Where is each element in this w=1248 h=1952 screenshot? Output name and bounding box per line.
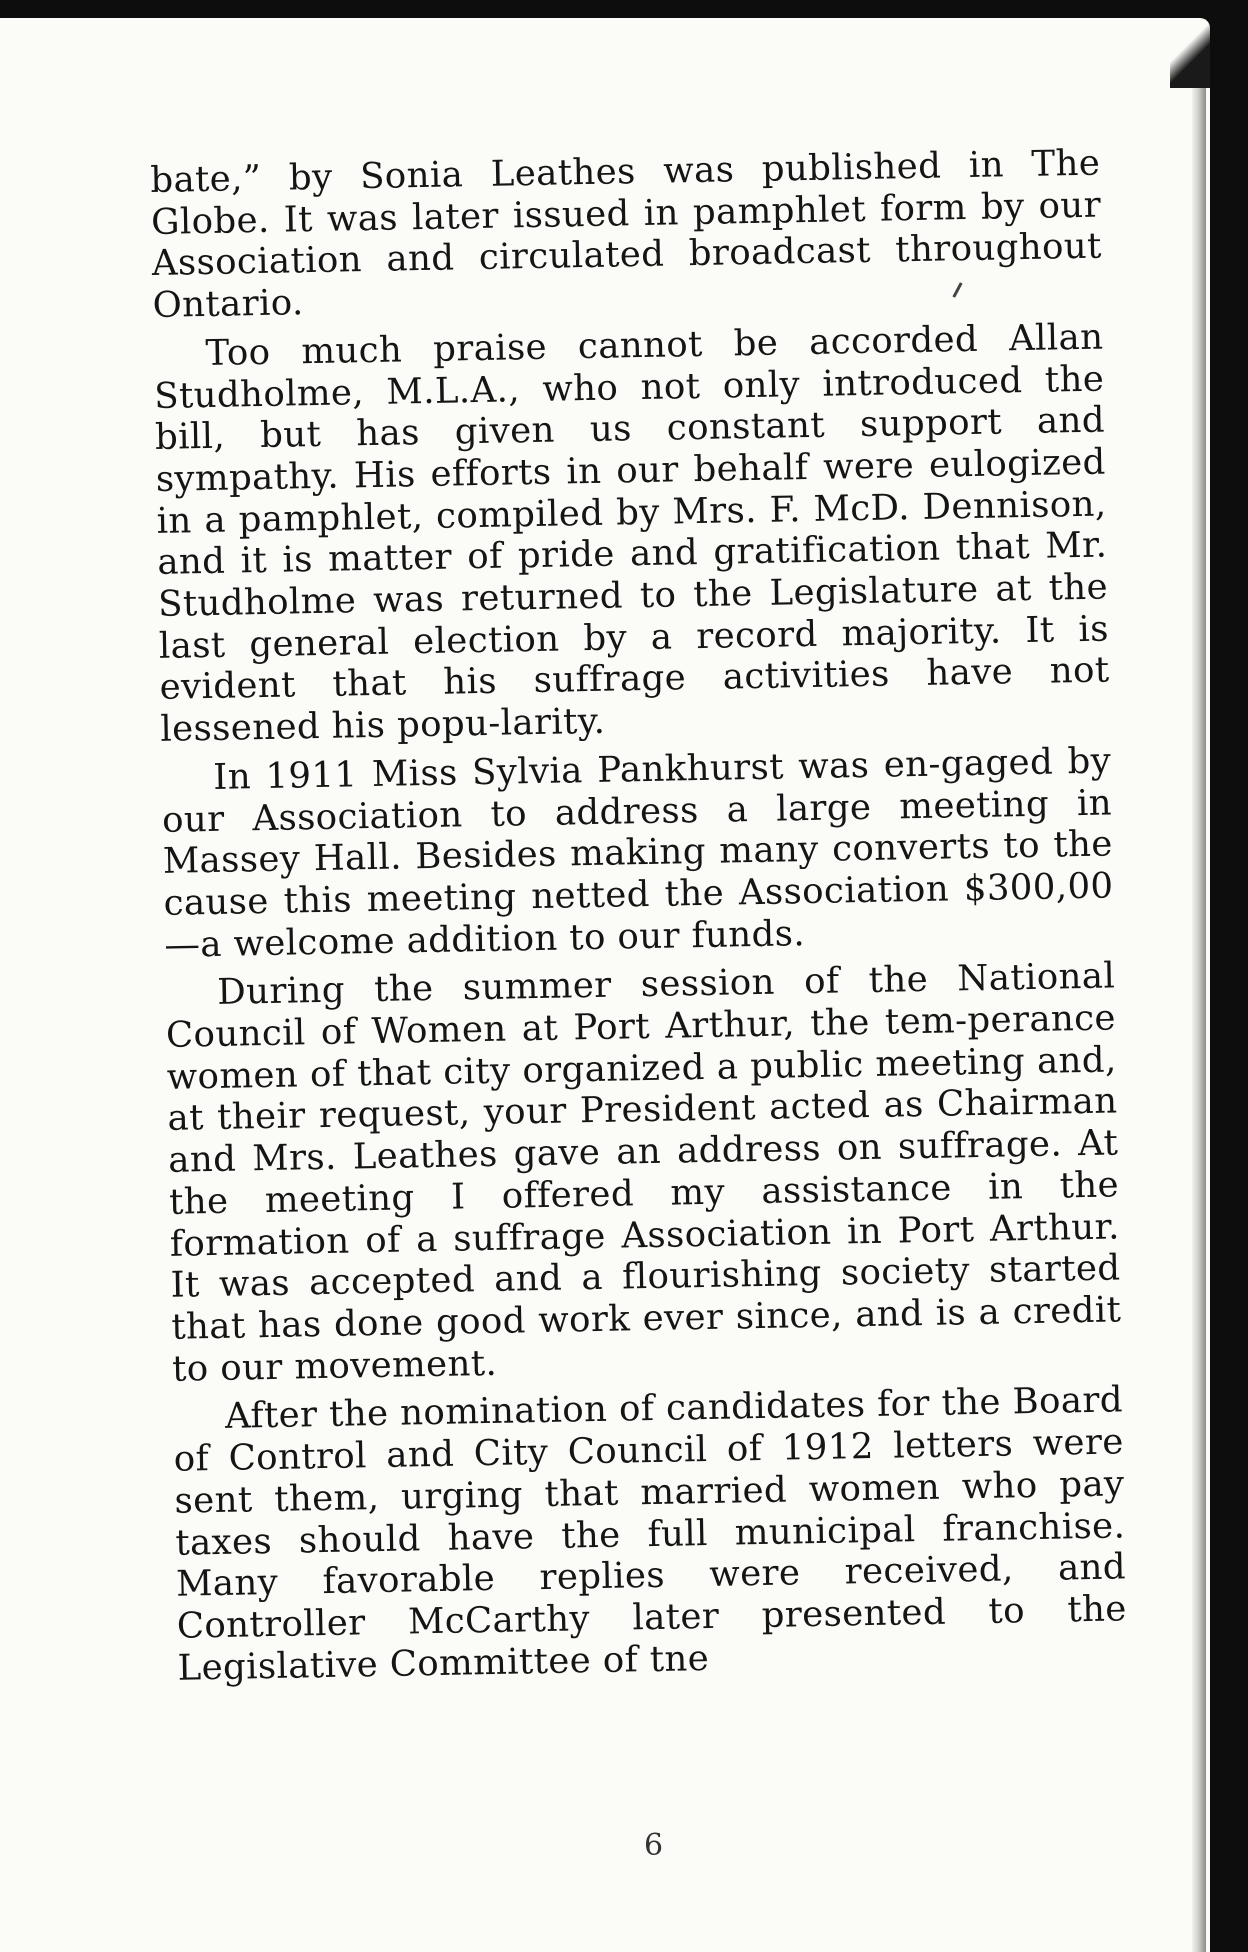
corner-fold (1170, 18, 1210, 88)
page-edge-shadow (1192, 70, 1206, 1952)
page-number: 6 (644, 1828, 664, 1863)
body-text (150, 143, 1128, 1696)
paragraph-4: During the summer session of the National Council of Women at Port Arthur, the tem-perance women of that city organized a public meeting and, at their request, your President acted as Chairman and Mrs. Leathes gave an address on suffrage. At the meeting I offered my assistance in the formation of a suffrage Association in Port Arthur. It was accepted and a flourishing society started that has done good work ever since, and is a credit to our movement. (165, 955, 1122, 1390)
paragraph-3: In 1911 Miss Sylvia Pankhurst was en-gaged by our Association to address a large meeting in Massey Hall. Besides making many converts to the cause this meeting netted the Association $300,00—a welcome addition to our funds. (161, 740, 1114, 966)
paragraph-2: Too much praise cannot be accorded Allan Studholme, M.L.A., who not only introduced the bill, but has given us constant support and sympathy. His efforts in our behalf were eulogized in a pamphlet, compiled by Mrs. F. McD. Dennison, and it is matter of pride and gratification that Mr. Studholme was returned to the Legislature at the last general election by a record majority. It is evident that his suffrage activities have not lessened his popu-larity. (153, 316, 1110, 751)
paragraph-5: After the nomination of candidates for the Board of Control and City Council of 1912 letters were sent them, urging that married women who pay taxes should have the full municipal franchise. Many favorable replies were received, and Controller McCarthy later presented to the Legislative Committee of tne (173, 1379, 1128, 1689)
paragraph-1: bate,” by Sonia Leathes was published in The Globe. It was later issued in pamphlet form by our Association and circulated broadcast throughout Ontario. (150, 142, 1103, 327)
